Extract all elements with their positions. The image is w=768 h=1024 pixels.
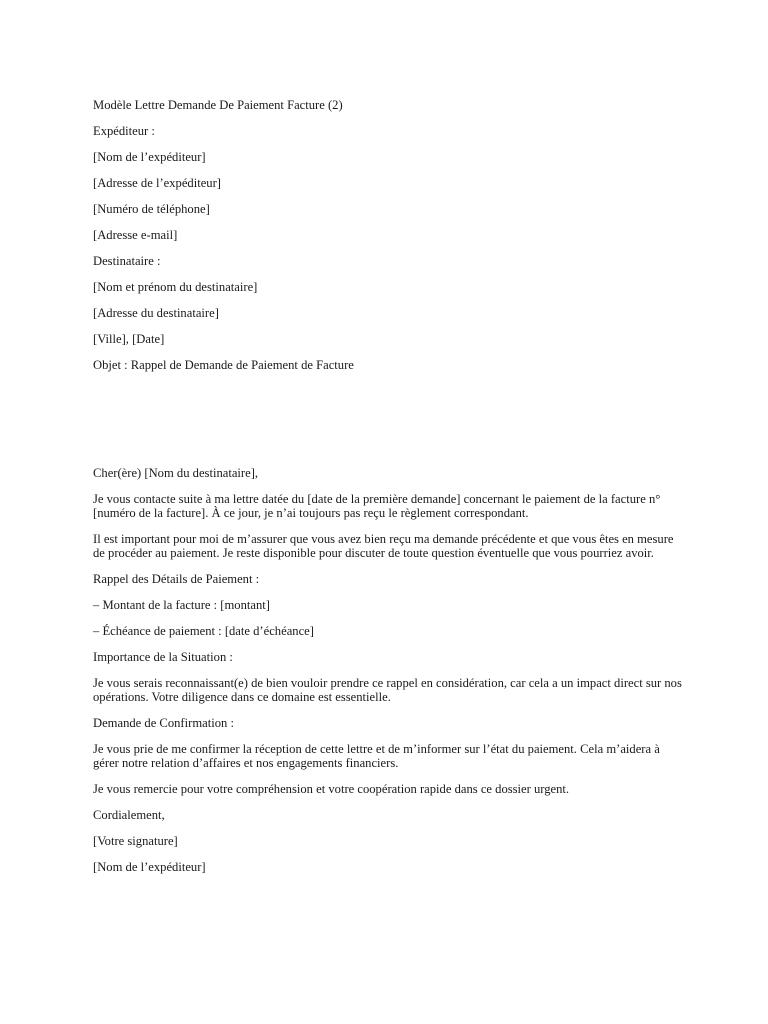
paragraph-2: Il est important pour moi de m’assurer que vous avez bien reçu ma demande précédente et que vous êtes en mesure de procéder au paiement. Je reste disponible pour discuter de toute question éventuelle que vous pourriez avoir. (93, 532, 674, 560)
recipient-heading: Destinataire : (93, 254, 161, 268)
paragraph-3: Je vous serais reconnaissant(e) de bien vouloir prendre ce rappel en considération, car cela a un impact direct sur nos opérations. Votre diligence dans ce domaine est essentielle. (93, 676, 682, 704)
sender-name-line: [Nom de l’expéditeur] (93, 150, 206, 164)
detail-due-date: – Échéance de paiement : [date d’échéance] (93, 624, 314, 638)
paragraph-5: Je vous remercie pour votre compréhension et votre coopération rapide dans ce dossier urgent. (93, 782, 570, 796)
recipient-address-line: [Adresse du destinataire] (93, 306, 219, 320)
sender-address-line: [Adresse de l’expéditeur] (93, 176, 221, 190)
sender-phone-line: [Numéro de téléphone] (93, 202, 210, 216)
paragraph-4: Je vous prie de me confirmer la réception de cette lettre et de m’informer sur l’état du paiement. Cela m’aidera à gérer notre relation d’affaires et nos engagements financiers. (93, 742, 660, 770)
confirmation-heading: Demande de Confirmation : (93, 716, 234, 730)
salutation: Cher(ère) [Nom du destinataire], (93, 466, 259, 480)
sender-email-line: [Adresse e-mail] (93, 228, 178, 242)
document-title: Modèle Lettre Demande De Paiement Facture (2) (93, 98, 343, 112)
blank-space (93, 384, 683, 466)
signature-line: [Votre signature] (93, 834, 178, 848)
letter-body (93, 98, 683, 886)
sender-name-signoff: [Nom de l’expéditeur] (93, 860, 206, 874)
sender-heading: Expéditeur : (93, 124, 155, 138)
place-date: [Ville], [Date] (93, 332, 165, 346)
paragraph-1: Je vous contacte suite à ma lettre datée du [date de la première demande] concernant le paiement de la facture n°[numéro de la facture]. À ce jour, je n’ai toujours pas reçu le règlement correspondant. (93, 492, 661, 520)
importance-heading: Importance de la Situation : (93, 650, 233, 664)
detail-amount: – Montant de la facture : [montant] (93, 598, 270, 612)
subject-line: Objet : Rappel de Demande de Paiement de Facture (93, 358, 354, 372)
closing: Cordialement, (93, 808, 165, 822)
payment-details-heading: Rappel des Détails de Paiement : (93, 572, 260, 586)
recipient-name-line: [Nom et prénom du destinataire] (93, 280, 258, 294)
